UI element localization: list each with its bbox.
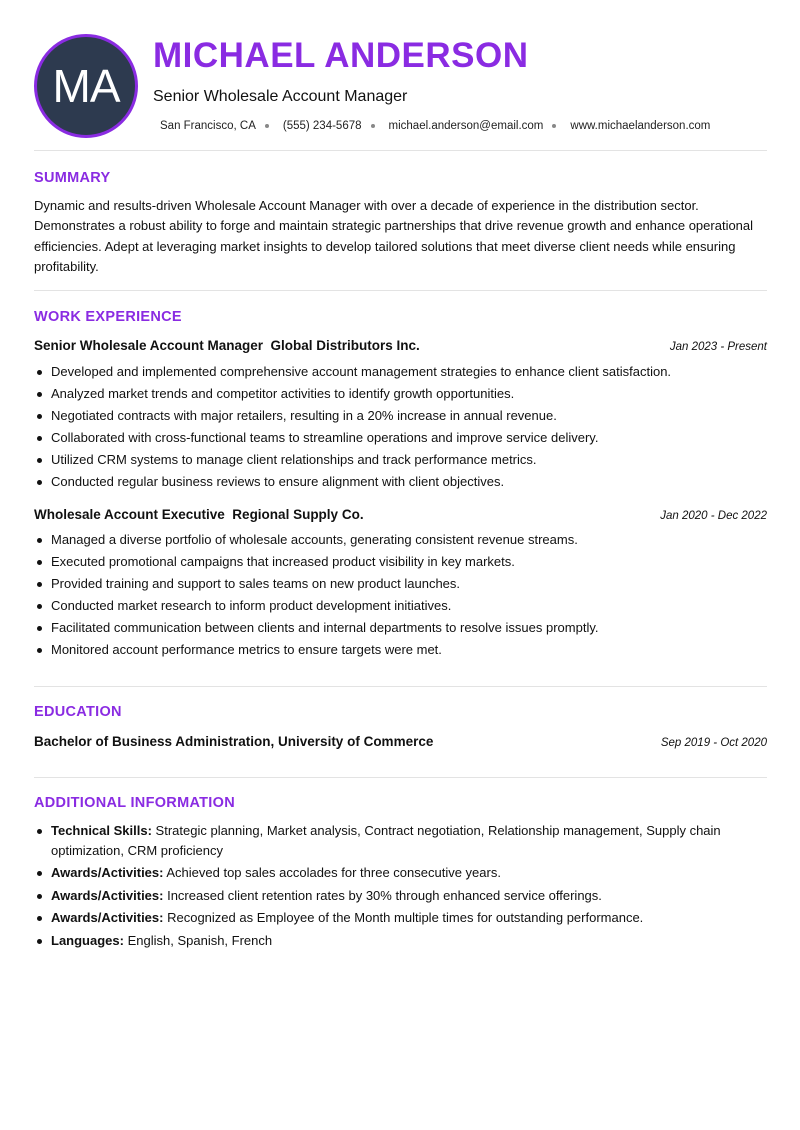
additional-heading: ADDITIONAL INFORMATION [34,795,235,811]
candidate-name: MICHAEL ANDERSON [153,36,529,75]
job-dates: Jan 2023 - Present [669,341,767,353]
summary-text: Dynamic and results-driven Wholesale Account Manager with over a decade of experience in the distribution sector. Demonstrates a robust ability to forge and maintain strategic partnerships that drive revenue growth and enhance operational efficiencies. Adept at leveraging market insights to develop tailored solutions that meet diverse client needs while ensuring profitability. [34,198,754,274]
job-header [34,507,767,522]
item-text: Recognized as Employee of the Month multiple times for outstanding performance. [167,910,644,925]
job-bullets [34,529,767,661]
divider [34,290,767,291]
candidate-title: Senior Wholesale Account Manager [153,88,408,105]
divider [34,150,767,151]
item-text: Achieved top sales accolades for three consecutive years. [166,865,501,880]
job-role: Senior Wholesale Account Manager Global Distributors Inc. [34,338,420,353]
degree: Bachelor of Business Administration, University of Commerce [34,734,434,749]
list-item: Conducted regular business reviews to ensure alignment with client objectives. [34,471,767,493]
divider [34,777,767,778]
list-item [34,931,767,951]
avatar [34,34,138,138]
item-label: Awards/Activities: [51,887,164,903]
contact-line [160,120,710,132]
list-item [34,863,767,883]
education-dates: Sep 2019 - Oct 2020 [660,737,767,749]
item-text: Increased client retention rates by 30% through enhanced service offerings. [167,887,602,903]
list-item: Collaborated with cross-functional teams to streamline operations and improve service delivery. [34,427,767,449]
list-item: Managed a diverse portfolio of wholesale accounts, generating consistent revenue streams. [34,529,767,551]
contact-location: San Francisco, CA [160,120,256,132]
list-item [34,908,767,928]
contact-email[interactable]: michael.anderson@email.com [388,120,544,132]
list-item: Monitored account performance metrics to ensure targets were met. [34,639,767,661]
item-text: English, Spanish, French [127,932,273,948]
job-header [34,338,767,353]
experience-heading: WORK EXPERIENCE [34,309,182,325]
job-dates: Jan 2020 - Dec 2022 [660,510,767,522]
divider [34,686,767,687]
item-label: Awards/Activities: [51,865,164,880]
list-item: Developed and implemented comprehensive account management strategies to enhance client satisfaction. [34,361,767,383]
list-item: Facilitated communication between clients and internal departments to resolve issues promptly. [34,617,767,639]
list-item: Conducted market research to inform product development initiatives. [34,595,767,617]
contact-phone: (555) 234-5678 [282,120,362,132]
list-item: Executed promotional campaigns that increased product visibility in key markets. [34,551,767,573]
job-role: Wholesale Account Executive Regional Supply Co. [34,507,364,522]
contact-website[interactable]: www.michaelanderson.com [570,120,711,132]
list-item: Provided training and support to sales teams on new product launches. [34,573,767,595]
item-text: Strategic planning, Market analysis, Contract negotiation, Relationship management, Supply chain optimization, CRM proficiency [51,823,721,858]
separator-dot-icon [371,124,375,128]
additional-list [34,821,767,953]
list-item: Analyzed market trends and competitor activities to identify growth opportunities. [34,383,767,405]
separator-dot-icon [265,124,269,128]
item-label: Awards/Activities: [51,910,164,925]
education-entry [34,734,767,749]
item-label: Technical Skills: [51,823,152,838]
job-bullets [34,361,767,493]
avatar-initials: MA [52,60,120,112]
item-label: Languages: [51,932,124,948]
separator-dot-icon [552,124,556,128]
list-item [34,886,767,906]
list-item: Utilized CRM systems to manage client relationships and track performance metrics. [34,449,767,471]
list-item [34,821,767,860]
summary-heading: SUMMARY [34,170,111,186]
education-heading: EDUCATION [34,704,122,720]
list-item: Negotiated contracts with major retailers, resulting in a 20% increase in annual revenue. [34,405,767,427]
